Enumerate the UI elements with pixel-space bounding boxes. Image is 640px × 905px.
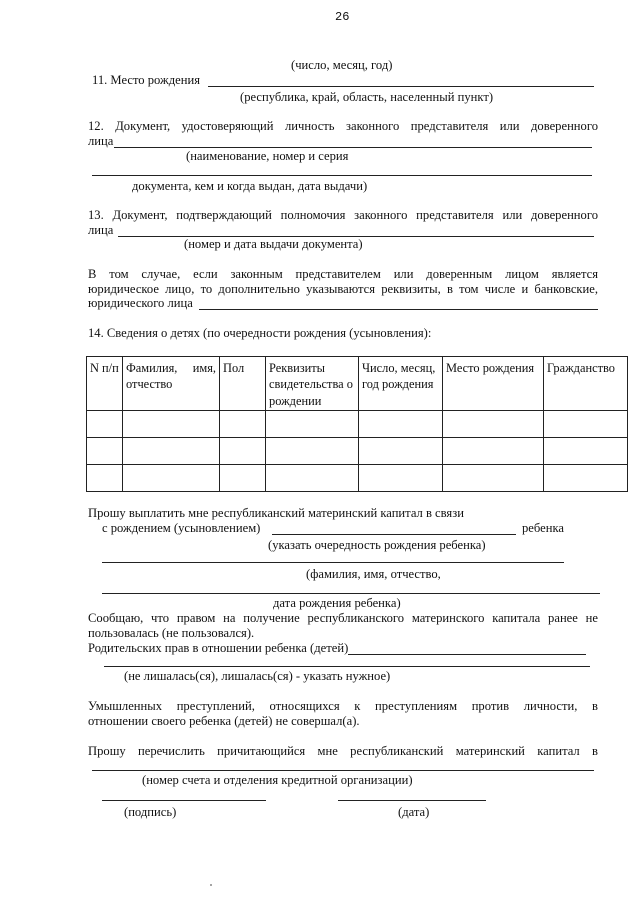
col-header-birth-date: Число, месяц, год рождения	[359, 357, 443, 411]
table-cell[interactable]	[266, 465, 359, 492]
bank-account-caption: (номер счета и отделения кредитной организации)	[142, 773, 413, 787]
table-cell[interactable]	[123, 465, 220, 492]
date-field-line[interactable]	[338, 800, 486, 801]
id-document-caption-2: документа, кем и когда выдан, дата выдачи)	[132, 179, 368, 193]
col-header-citizenship: Гражданство	[544, 357, 628, 411]
request-birth-label: с рождением (усыновлением)	[102, 521, 261, 535]
scan-speck	[210, 884, 212, 886]
table-row	[87, 411, 628, 438]
page-number: 26	[335, 10, 350, 24]
table-cell[interactable]	[443, 411, 544, 438]
col-header-number: N п/п	[87, 357, 123, 411]
children-info-label: 14. Сведения о детях (по очередности рождения (усыновления):	[88, 326, 432, 340]
prior-right-text-1: Сообщаю, что правом на получение республиканского материнского капитала ранее не	[88, 611, 598, 625]
bank-account-field-line[interactable]	[92, 770, 594, 771]
signature-caption: (подпись)	[124, 805, 177, 819]
birthplace-label: 11. Место рождения	[92, 73, 200, 87]
col-header-sex: Пол	[220, 357, 266, 411]
authority-document-caption: (номер и дата выдачи документа)	[184, 237, 363, 251]
parental-rights-label: Родительских прав в отношении ребенка (детей)	[88, 641, 349, 655]
table-cell[interactable]	[220, 438, 266, 465]
crimes-text-2: отношении своего ребенка (детей) не совершал(а).	[88, 714, 360, 728]
child-birthdate-caption: дата рождения ребенка)	[273, 596, 401, 610]
request-text: Прошу выплатить мне республиканский материнский капитал в связи	[88, 506, 464, 520]
legal-entity-text-3: юридического лица	[88, 296, 193, 310]
crimes-text-1: Умышленных преступлений, относящихся к преступлениям против личности, в	[88, 699, 598, 713]
table-cell[interactable]	[544, 465, 628, 492]
table-cell[interactable]	[220, 465, 266, 492]
table-cell[interactable]	[266, 438, 359, 465]
col-header-certificate: Реквизиты свидетельства о рождении	[266, 357, 359, 411]
legal-entity-field-line[interactable]	[199, 309, 598, 310]
request-child-word: ребенка	[522, 521, 564, 535]
id-document-field-line-1[interactable]	[114, 147, 592, 148]
table-cell[interactable]	[544, 411, 628, 438]
transfer-text: Прошу перечислить причитающийся мне республиканский материнский капитал в	[88, 744, 598, 758]
date-caption: (число, месяц, год)	[291, 58, 393, 72]
table-cell[interactable]	[544, 438, 628, 465]
table-cell[interactable]	[443, 438, 544, 465]
legal-entity-text-2: юридическое лицо, то дополнительно указываются реквизиты, в том числе и банковские,	[88, 282, 598, 296]
birth-order-caption: (указать очередность рождения ребенка)	[268, 538, 486, 552]
table-cell[interactable]	[359, 438, 443, 465]
legal-entity-text-1: В том случае, если законным представителем или доверенным лицом является	[88, 267, 598, 281]
birthplace-caption: (республика, край, область, населенный пункт)	[240, 90, 494, 104]
child-name-field-line[interactable]	[102, 562, 564, 563]
table-cell[interactable]	[123, 411, 220, 438]
authority-document-heading: 13. Документ, подтверждающий полномочия законного представителя или доверенного	[88, 208, 598, 222]
table-cell[interactable]	[266, 411, 359, 438]
signature-field-line[interactable]	[102, 800, 266, 801]
table-cell[interactable]	[87, 411, 123, 438]
child-birthdate-field-line[interactable]	[102, 593, 600, 594]
table-row	[87, 438, 628, 465]
parental-rights-caption: (не лишалась(ся), лишалась(ся) - указать нужное)	[124, 669, 391, 683]
children-table	[86, 356, 628, 492]
authority-document-heading-cont: лица	[88, 223, 114, 237]
id-document-heading: 12. Документ, удостоверяющий личность законного представителя или доверенного	[88, 119, 598, 133]
table-cell[interactable]	[123, 438, 220, 465]
table-row	[87, 465, 628, 492]
table-cell[interactable]	[220, 411, 266, 438]
children-table-header	[87, 357, 628, 411]
parental-rights-field-line-2[interactable]	[104, 666, 590, 667]
birthplace-field-line[interactable]	[208, 86, 594, 87]
id-document-heading-cont: лица	[88, 134, 114, 148]
col-header-full-name: Фамилия, имя, отчество	[123, 357, 220, 411]
id-document-field-line-2[interactable]	[92, 175, 592, 176]
table-cell[interactable]	[87, 438, 123, 465]
parental-rights-field-line-1[interactable]	[348, 654, 586, 655]
birth-order-field-line[interactable]	[272, 534, 516, 535]
prior-right-text-2: пользовалась (не пользовался).	[88, 626, 255, 640]
table-cell[interactable]	[359, 411, 443, 438]
date-caption-bottom: (дата)	[398, 805, 430, 819]
id-document-caption-1: (наименование, номер и серия	[186, 149, 349, 163]
child-name-caption: (фамилия, имя, отчество,	[306, 567, 441, 581]
col-header-birthplace: Место рождения	[443, 357, 544, 411]
table-cell[interactable]	[87, 465, 123, 492]
table-cell[interactable]	[359, 465, 443, 492]
table-cell[interactable]	[443, 465, 544, 492]
